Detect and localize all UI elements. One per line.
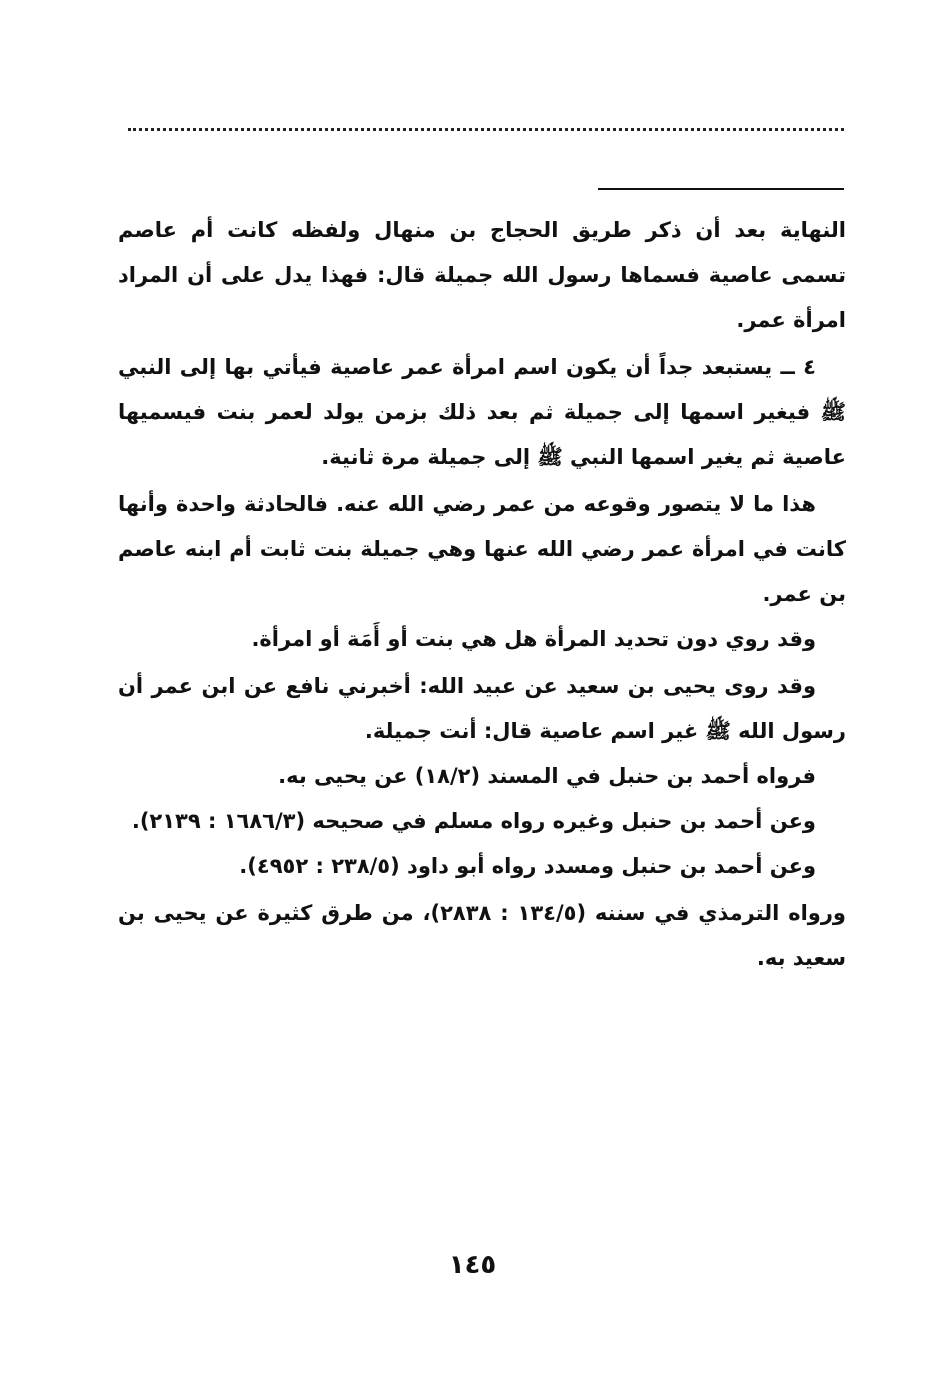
paragraph-1: النهاية بعد أن ذكر طريق الحجاج بن منهال ولفظه كانت أم عاصم تسمى عاصية فسماها رسول الله جميلة قال: فهذا يدل على أن المراد امرأة عمر. [118, 218, 846, 332]
footnote-rule [598, 188, 844, 190]
paragraph-3: هذا ما لا يتصور وقوعه من عمر رضي الله عنه. فالحادثة واحدة وأنها كانت في امرأة عمر رضي الله عنها وهي جميلة بنت ثابت أم ابنه عاصم بن عمر. [118, 492, 846, 606]
paragraph-2: ٤ ــ يستبعد جداً أن يكون اسم امرأة عمر عاصية فيأتي بها إلى النبي ﷺ فيغير اسمها إلى جميلة ثم بعد ذلك بزمن يولد لعمر بنت فيسميها عاصية ثم يغير اسمها النبي ﷺ إلى جميلة مرة ثانية. [118, 355, 846, 469]
dotted-separator [128, 128, 844, 143]
citation-ahmad: فرواه أحمد بن حنبل في المسند (١٨/٢) عن يحيى به. [278, 764, 816, 788]
paragraph-5: وقد روى يحيى بن سعيد عن عبيد الله: أخبرني نافع عن ابن عمر أن رسول الله ﷺ غير اسم عاصية قال: أنت جميلة. [118, 674, 846, 743]
citation-tirmidhi: ورواه الترمذي في سننه (١٣٤/٥ : ٢٨٣٨)، من طرق كثيرة عن يحيى بن سعيد به. [118, 901, 846, 970]
citation-muslim: وعن أحمد بن حنبل وغيره رواه مسلم في صحيحه (١٦٨٦/٣ : ٢١٣٩). [131, 809, 816, 833]
paragraph-4: وقد روي دون تحديد المرأة هل هي بنت أو أَمَة أو امرأة. [251, 627, 816, 651]
citation-abu-dawud: وعن أحمد بن حنبل ومسدد رواه أبو داود (٢٣٨/٥ : ٤٩٥٢). [239, 854, 816, 878]
page-body [118, 208, 846, 981]
page-number: ١٤٥ [448, 1250, 497, 1280]
